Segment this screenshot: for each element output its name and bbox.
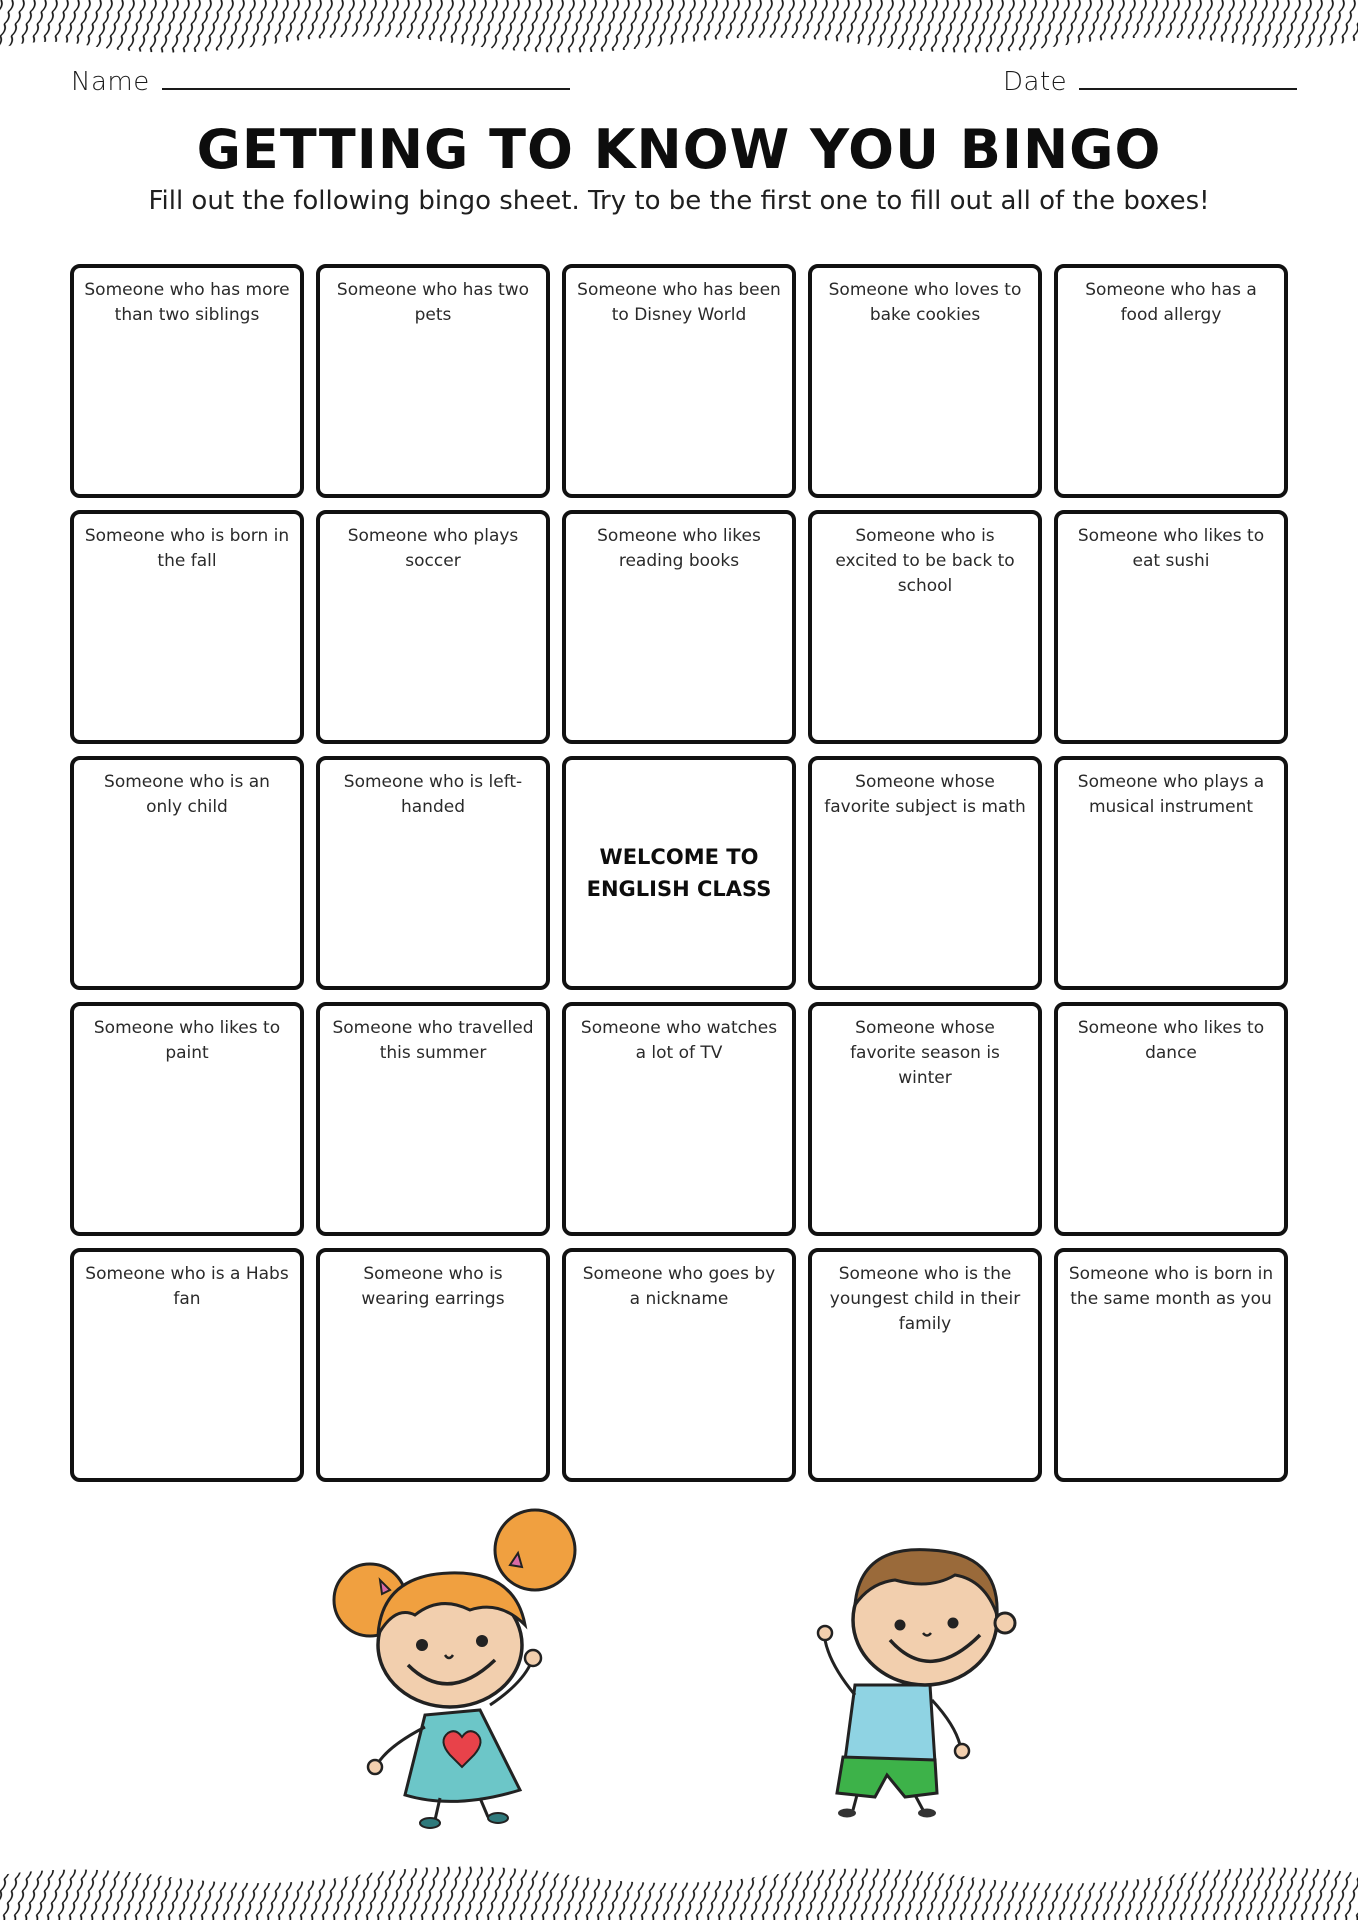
date-underline bbox=[1079, 66, 1297, 90]
bingo-cell[interactable]: Someone who has a food allergy bbox=[1054, 264, 1288, 498]
bingo-cell[interactable]: Someone who is a Habs fan bbox=[70, 1248, 304, 1482]
bingo-cell[interactable]: Someone who likes reading books bbox=[562, 510, 796, 744]
bingo-cell[interactable]: Someone who goes by a nickname bbox=[562, 1248, 796, 1482]
bingo-cell[interactable]: Someone who is an only child bbox=[70, 756, 304, 990]
top-stripe-border bbox=[0, 0, 1358, 62]
bingo-cell[interactable]: Someone who travelled this summer bbox=[316, 1002, 550, 1236]
bingo-cell[interactable]: Someone who has been to Disney World bbox=[562, 264, 796, 498]
bingo-cell[interactable]: Someone who loves to bake cookies bbox=[808, 264, 1042, 498]
bingo-cell[interactable]: Someone whose favorite season is winter bbox=[808, 1002, 1042, 1236]
bingo-cell[interactable]: Someone who watches a lot of TV bbox=[562, 1002, 796, 1236]
name-label: Name bbox=[71, 67, 150, 97]
bingo-cell[interactable]: Someone who likes to eat sushi bbox=[1054, 510, 1288, 744]
bingo-cell[interactable]: Someone who is the youngest child in their family bbox=[808, 1248, 1042, 1482]
bingo-cell[interactable]: Someone who plays a musical instrument bbox=[1054, 756, 1288, 990]
boy-shorts bbox=[837, 1757, 937, 1797]
bingo-free-space: WELCOME TO ENGLISH CLASS bbox=[562, 756, 796, 990]
bingo-cell[interactable]: Someone whose favorite subject is math bbox=[808, 756, 1042, 990]
bingo-cell[interactable]: Someone who is wearing earrings bbox=[316, 1248, 550, 1482]
bingo-cell[interactable]: Someone who has more than two siblings bbox=[70, 264, 304, 498]
bingo-cell[interactable]: Someone who likes to dance bbox=[1054, 1002, 1288, 1236]
name-underline bbox=[162, 66, 570, 90]
bingo-cell[interactable]: Someone who is left-handed bbox=[316, 756, 550, 990]
date-label: Date bbox=[1003, 67, 1068, 97]
bingo-cell[interactable]: Someone who plays soccer bbox=[316, 510, 550, 744]
page-title: GETTING TO KNOW YOU BINGO bbox=[196, 118, 1162, 181]
bingo-grid bbox=[70, 264, 1288, 1482]
bingo-cell[interactable]: Someone who is born in the fall bbox=[70, 510, 304, 744]
girl-illustration bbox=[330, 1505, 600, 1835]
bottom-stripe-border bbox=[0, 1855, 1358, 1920]
name-field[interactable] bbox=[71, 66, 570, 97]
boy-illustration bbox=[815, 1535, 1030, 1820]
bingo-cell[interactable]: Someone who likes to paint bbox=[70, 1002, 304, 1236]
bingo-cell[interactable]: Someone who is born in the same month as you bbox=[1054, 1248, 1288, 1482]
boy-shirt bbox=[845, 1685, 935, 1763]
date-field[interactable] bbox=[1003, 66, 1297, 97]
bingo-cell[interactable]: Someone who is excited to be back to school bbox=[808, 510, 1042, 744]
instructions: Fill out the following bingo sheet. Try to be the first one to fill out all of the boxes! bbox=[148, 186, 1210, 216]
bingo-cell[interactable]: Someone who has two pets bbox=[316, 264, 550, 498]
